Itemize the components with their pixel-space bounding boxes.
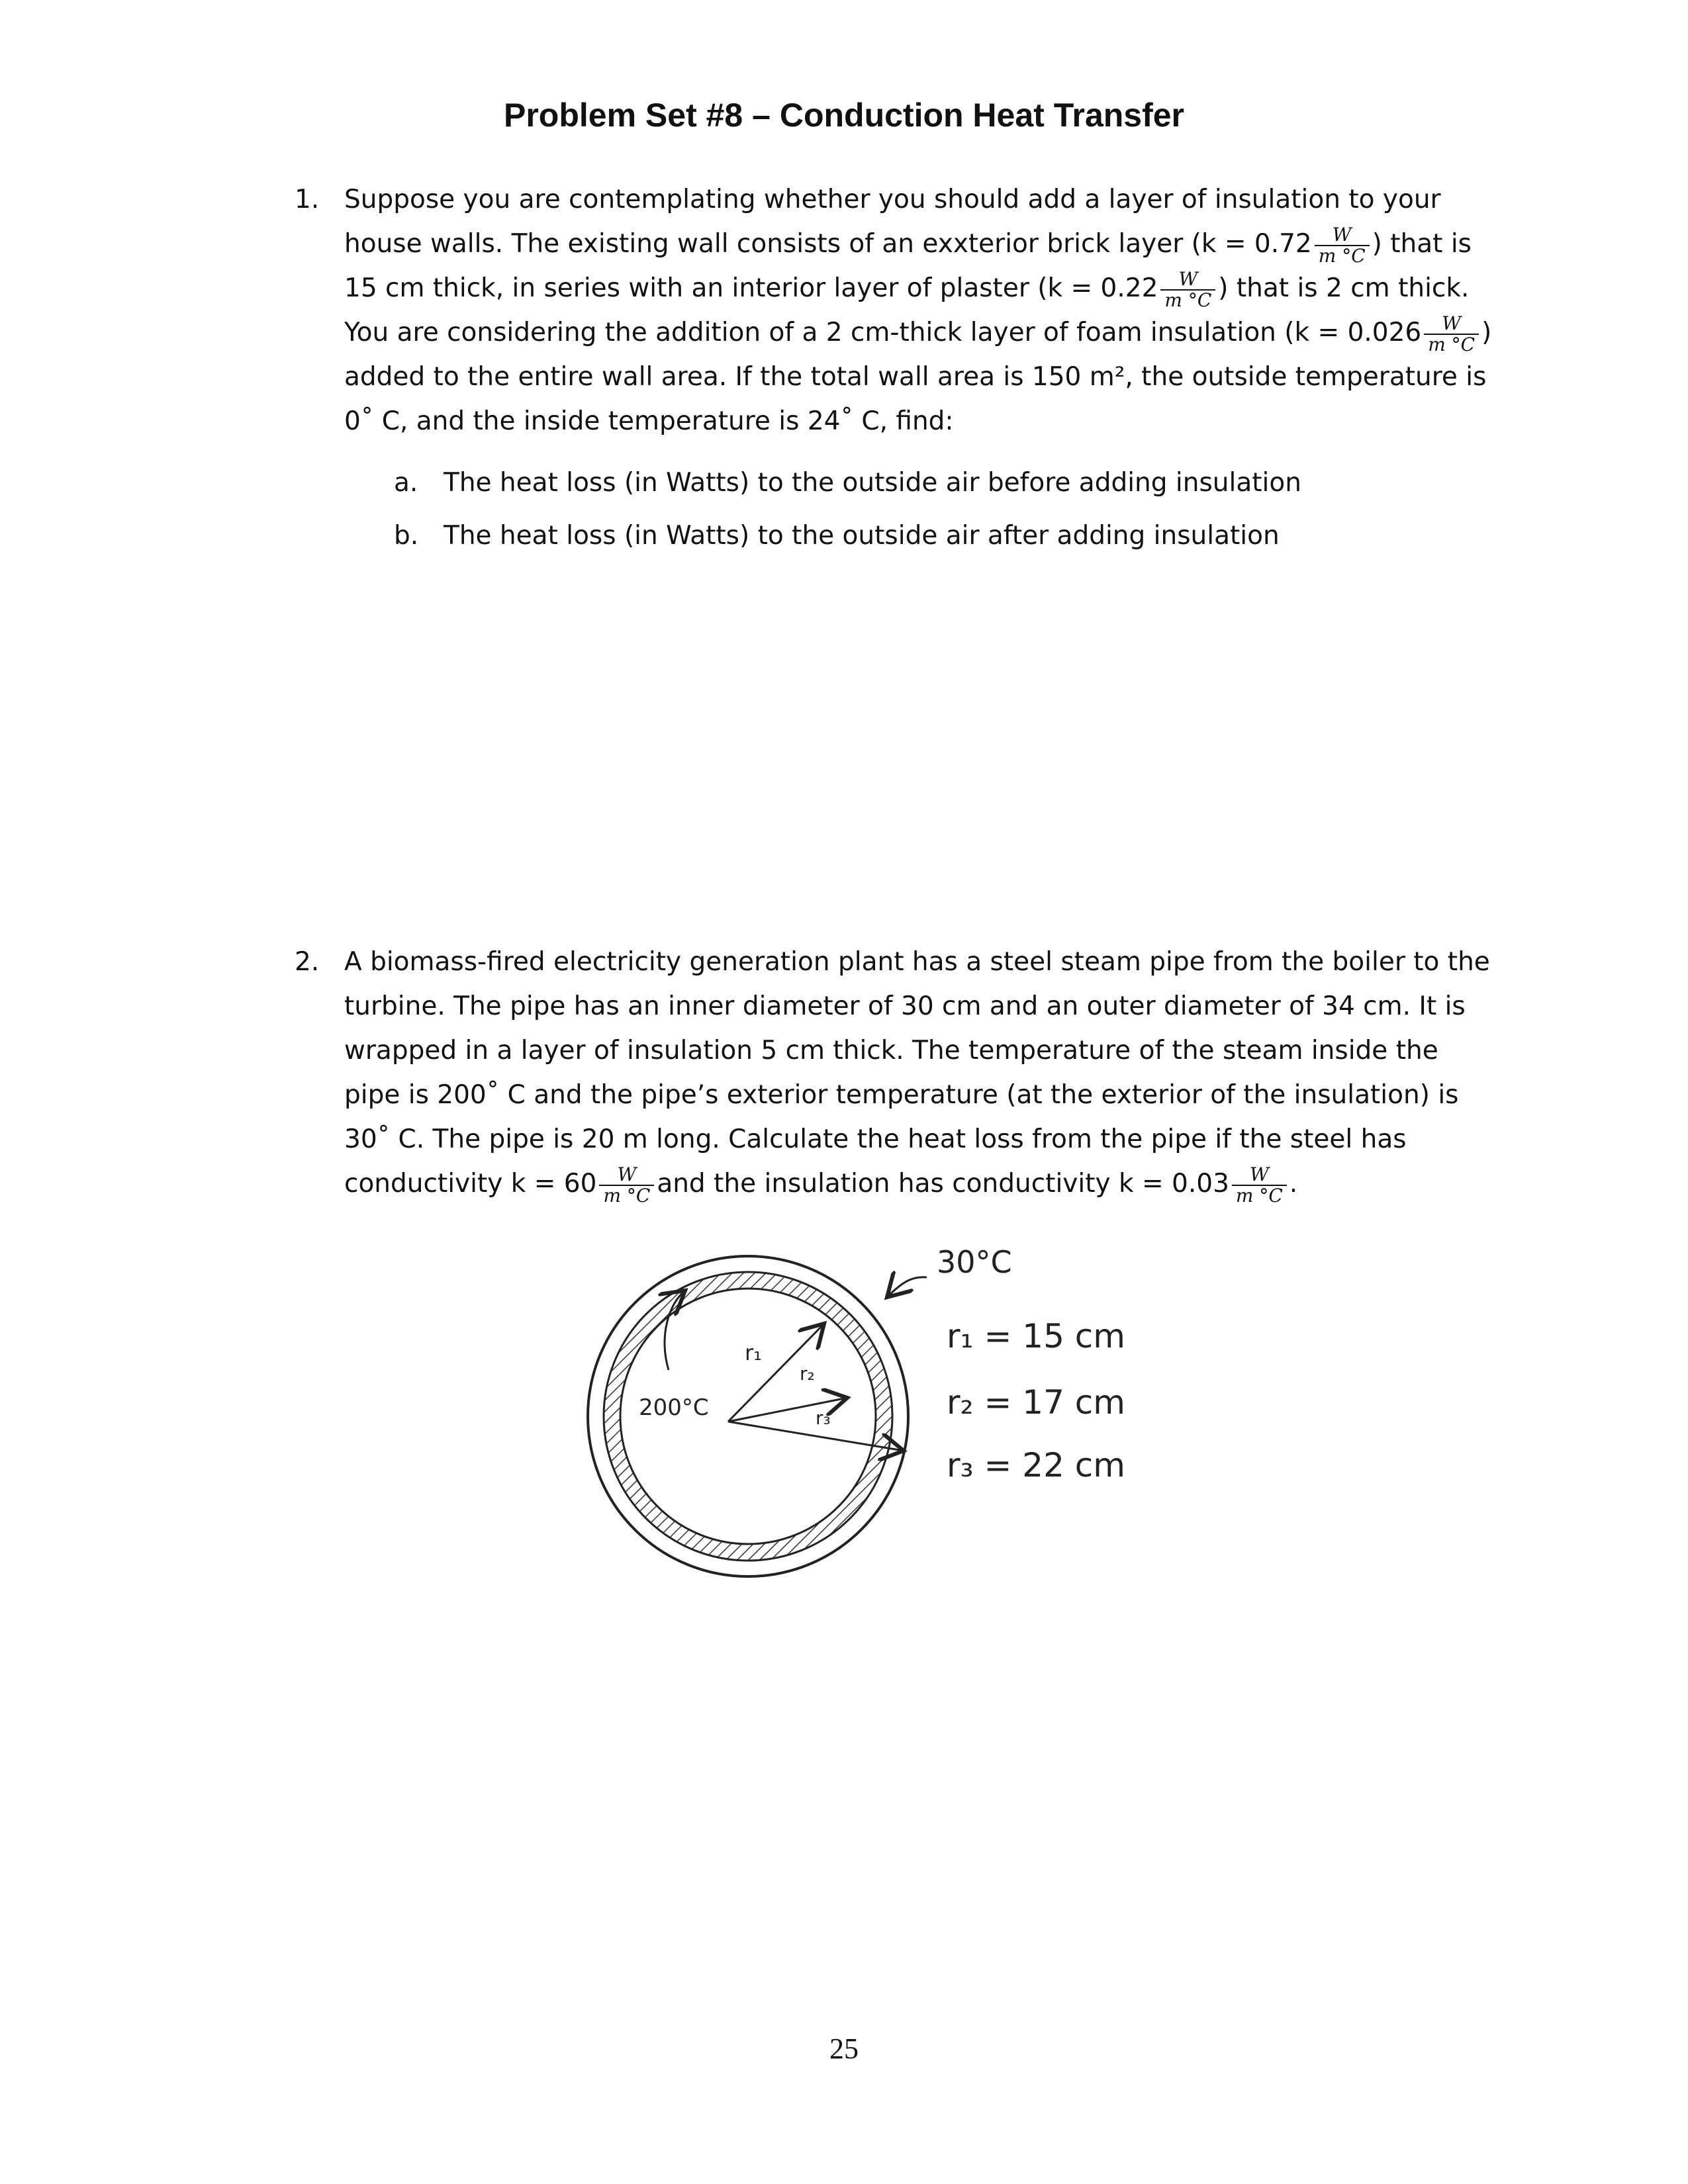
problem-2-line-3: wrapped in a layer of insulation 5 cm thick. The temperature of the steam inside the xyxy=(344,1036,1438,1066)
plaster-text: 15 cm thick, in series with an interior layer of plaster (k = 0.22 xyxy=(344,273,1158,303)
r2-label: r₂ xyxy=(800,1363,815,1385)
problem-2-line-2: turbine. The pipe has an inner diameter of 30 cm and an outer diameter of 34 cm. It is xyxy=(344,991,1466,1021)
radius-values xyxy=(923,1244,1201,1522)
part-a-label: a. xyxy=(394,468,418,498)
plaster-text-end: ) that is 2 cm thick. xyxy=(1218,273,1470,303)
page-number: 25 xyxy=(829,2032,859,2065)
problem-1-line-2 xyxy=(344,222,1472,267)
steel-conductivity-text: conductivity k = 60 xyxy=(344,1169,597,1199)
foam-text-end: ) xyxy=(1481,318,1492,347)
problem-1-text xyxy=(344,177,1492,443)
unit-fraction: $\frac{W}{m ^\circ C}$ xyxy=(1232,1165,1287,1206)
problem-1-part-a xyxy=(394,461,1301,505)
problem-2-text xyxy=(344,940,1490,1206)
outer-insulation-circle xyxy=(588,1256,908,1576)
outer-temp-pointer xyxy=(887,1277,927,1297)
r2-value: r₂ = 17 cm xyxy=(947,1383,1125,1422)
problem-1-line-4 xyxy=(344,310,1492,355)
problem-1-part-b xyxy=(394,514,1280,558)
inner-temperature-label: 200°C xyxy=(639,1394,709,1421)
page-title: Problem Set #8 – Conduction Heat Transfer xyxy=(503,97,1185,134)
problem-2-line-6 xyxy=(344,1161,1443,1206)
problem-2-line-5: 30˚ C. The pipe is 20 m long. Calculate the heat loss from the pipe if the steel has xyxy=(344,1124,1407,1154)
foam-text: You are considering the addition of a 2 cm-thick layer of foam insulation (k = 0.026 xyxy=(344,318,1422,347)
unit-fraction: $\frac{W}{m ^\circ C}$ xyxy=(1424,314,1479,355)
part-b-text: The heat loss (in Watts) to the outside air after adding insulation xyxy=(444,521,1280,551)
problem-1-line-5: added to the entire wall area. If the total wall area is 150 m², the outside temperature is xyxy=(344,362,1487,392)
r3-label: r₃ xyxy=(816,1407,831,1429)
insulation-conductivity-text: and the insulation has conductivity k = 0.03 xyxy=(657,1169,1229,1199)
brick-text-end: ) that is xyxy=(1372,229,1472,259)
problem-1-line-1: Suppose you are contemplating whether you should add a layer of insulation to your xyxy=(344,185,1441,214)
part-a-text: The heat loss (in Watts) to the outside air before adding insulation xyxy=(444,468,1301,498)
brick-text: house walls. The existing wall consists of an exxterior brick layer (k = 0.72 xyxy=(344,229,1312,259)
problem-1-line-6: 0˚ C, and the inside temperature is 24˚ C, find: xyxy=(344,406,954,436)
problem-2-line-1: A biomass-fired electricity generation plant has a steel steam pipe from the boiler to the xyxy=(344,947,1490,977)
r1-value: r₁ = 15 cm xyxy=(947,1317,1125,1355)
problem-1-line-3 xyxy=(344,266,1470,311)
outer-temperature-label: 30°C xyxy=(937,1244,1012,1280)
r3-value: r₃ = 22 cm xyxy=(947,1446,1125,1484)
unit-fraction: $\frac{W}{m ^\circ C}$ xyxy=(1160,269,1215,310)
r1-label: r₁ xyxy=(745,1340,762,1365)
unit-fraction: $\frac{W}{m ^\circ C}$ xyxy=(599,1165,654,1206)
sentence-end: . xyxy=(1289,1169,1298,1199)
unit-fraction: $\frac{W}{m ^\circ C}$ xyxy=(1315,225,1370,266)
problem-1-number: 1. xyxy=(295,185,320,214)
problem-2-line-4: pipe is 200˚ C and the pipe’s exterior temperature (at the exterior of the insulation) is xyxy=(344,1080,1459,1110)
pipe-cross-section-diagram xyxy=(569,1244,927,1588)
part-b-label: b. xyxy=(394,521,419,551)
problem-2-number: 2. xyxy=(295,947,320,977)
